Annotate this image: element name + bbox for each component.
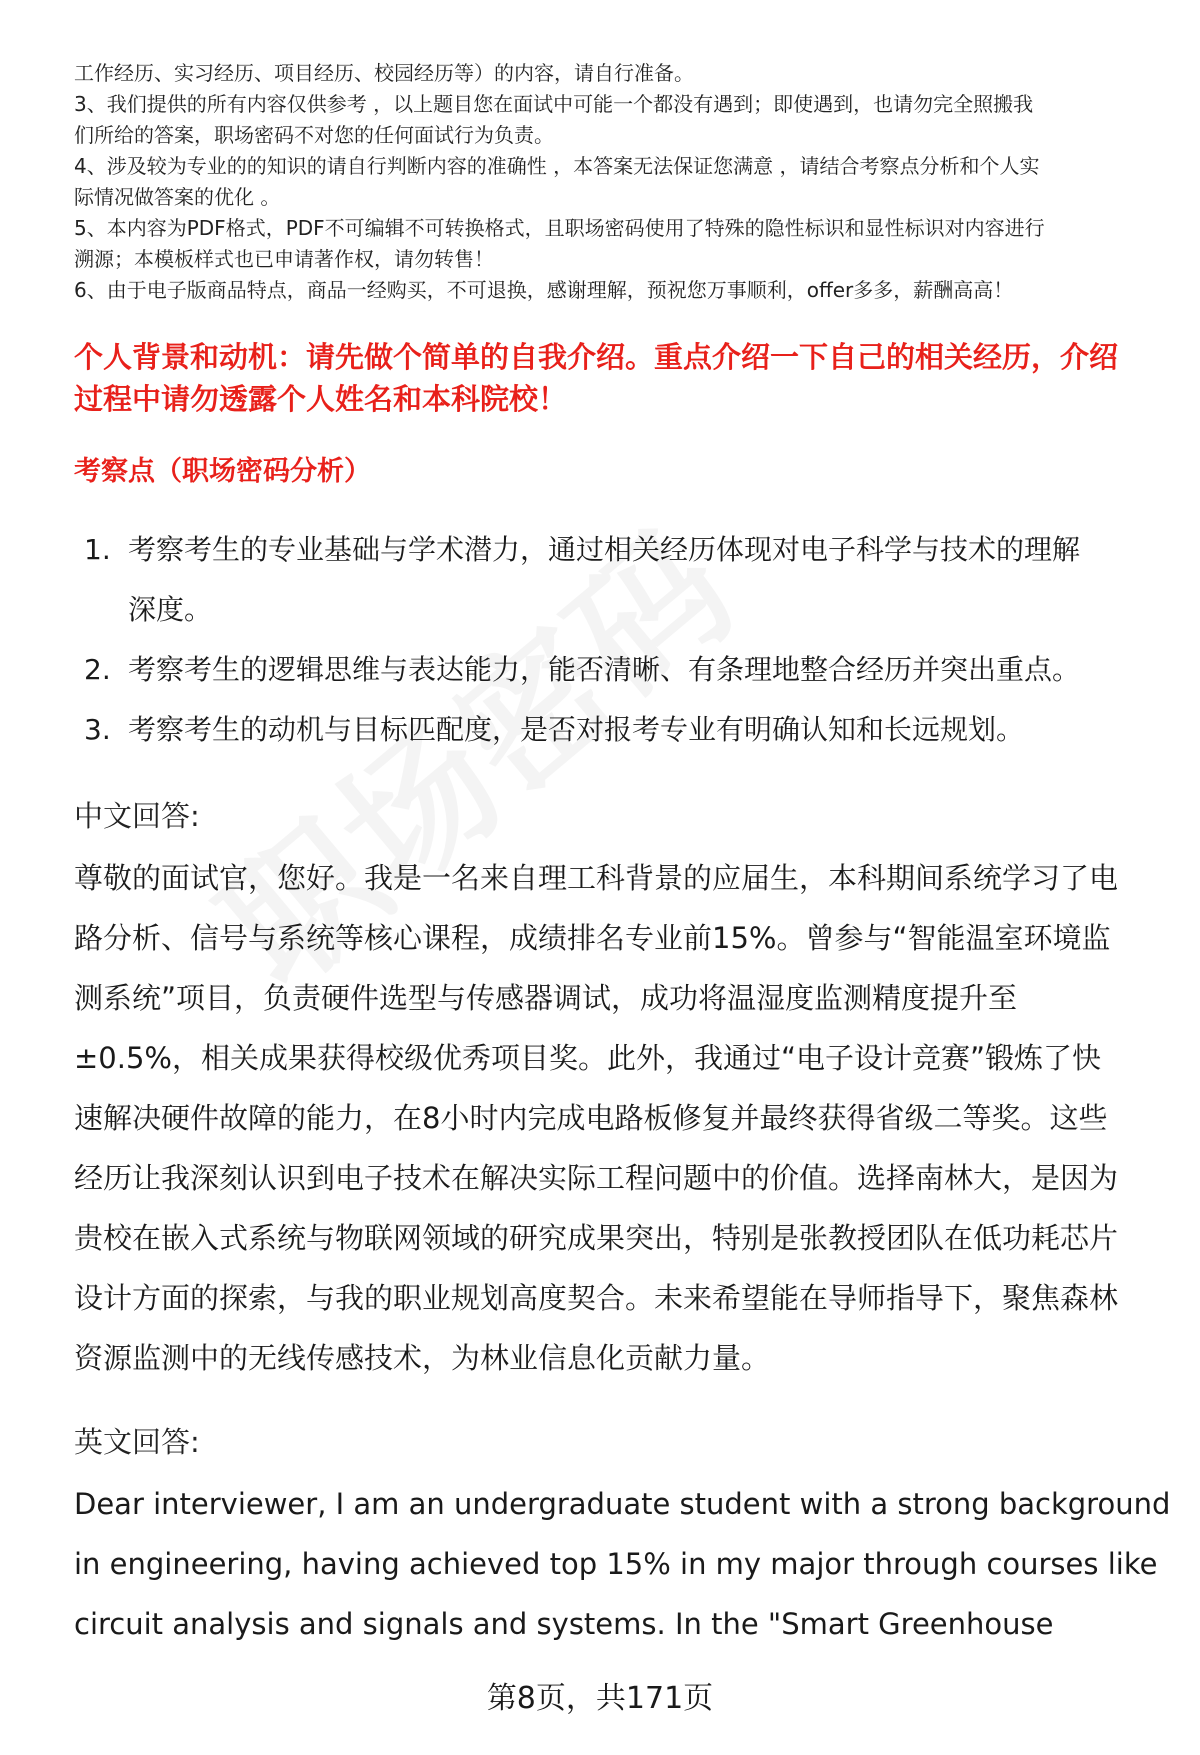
answer-line: 尊敬的面试官，您好。我是一名来自理工科背景的应届生，本科期间系统学习了电: [74, 861, 1119, 895]
question-line: 个人背景和动机：请先做个简单的自我介绍。重点介绍一下自己的相关经历，介绍: [74, 340, 1119, 374]
answer-line: 测系统”项目，负责硬件选型与传感器调试，成功将温湿度监测精度提升至: [74, 981, 1018, 1015]
point-number: 2.: [84, 653, 111, 686]
note-line: 际情况做答案的优化 。: [74, 185, 281, 209]
note-line: 工作经历、实习经历、项目经历、校园经历等）的内容，请自行准备。: [74, 61, 694, 85]
point-text: 考察考生的专业基础与学术潜力，通过相关经历体现对电子科学与技术的理解: [128, 533, 1081, 566]
analysis-point: [84, 700, 1164, 760]
note-line: 溯源；本模板样式也已申请著作权，请勿转售！: [74, 247, 494, 271]
point-number: 3.: [84, 713, 111, 746]
note-line: 6、由于电子版商品特点，商品一经购买，不可退换，感谢理解，预祝您万事顺利，offer多多，薪酬高高！: [74, 278, 1014, 302]
analysis-point-continuation: [84, 580, 1164, 640]
answer-line: 路分析、信号与系统等核心课程，成绩排名专业前15%。曾参与“智能温室环境监: [74, 921, 1111, 955]
answer-line: Dear interviewer, I am an undergraduate student with a strong background: [74, 1487, 1171, 1521]
point-text: 深度。: [128, 593, 213, 626]
point-text: 考察考生的逻辑思维与表达能力，能否清晰、有条理地整合经历并突出重点。: [128, 653, 1081, 686]
point-text: 考察考生的动机与目标匹配度，是否对报考专业有明确认知和长远规划。: [128, 713, 1025, 746]
answer-line: 设计方面的探索，与我的职业规划高度契合。未来希望能在导师指导下，聚焦森林: [74, 1281, 1119, 1315]
answer-line: circuit analysis and signals and systems. In the "Smart Greenhouse: [74, 1607, 1054, 1641]
english-answer-label: 英文回答:: [74, 1425, 200, 1459]
question-line: 过程中请勿透露个人姓名和本科院校！: [74, 382, 568, 416]
analysis-point: [84, 640, 1164, 700]
chinese-answer: [74, 848, 1164, 1388]
note-line: 4、涉及较为专业的的知识的请自行判断内容的准确性 ，本答案无法保证您满意 ，请结合考察点分析和个人实: [74, 154, 1040, 178]
chinese-answer-label: 中文回答:: [74, 799, 200, 833]
analysis-points: [84, 520, 1164, 760]
answer-line: 速解决硬件故障的能力，在8小时内完成电路板修复并最终获得省级二等奖。这些: [74, 1101, 1108, 1135]
english-answer: [74, 1474, 1171, 1654]
answer-line: 资源监测中的无线传感技术，为林业信息化贡献力量。: [74, 1341, 771, 1375]
note-line: 5、本内容为PDF格式，PDF不可编辑不可转换格式，且职场密码使用了特殊的隐性标识和显性标识对内容进行: [74, 216, 1045, 240]
answer-line: 贵校在嵌入式系统与物联网领域的研究成果突出，特别是张教授团队在低功耗芯片: [74, 1221, 1119, 1255]
answer-line: in engineering, having achieved top 15% in my major through courses like: [74, 1547, 1158, 1581]
analysis-title: 考察点（职场密码分析）: [74, 456, 371, 487]
answer-line: ±0.5%，相关成果获得校级优秀项目奖。此外，我通过“电子设计竞赛”锻炼了快: [74, 1041, 1102, 1075]
note-line: 们所给的答案，职场密码不对您的任何面试行为负责。: [74, 123, 554, 147]
answer-line: 经历让我深刻认识到电子技术在解决实际工程问题中的价值。选择南林大，是因为: [74, 1161, 1119, 1195]
analysis-point: [84, 520, 1164, 580]
question-title: [74, 336, 1154, 420]
note-line: 3、我们提供的所有内容仅供参考 ，以上题目您在面试中可能一个都没有遇到；即使遇到，也请勿完全照搬我: [74, 92, 1034, 116]
point-number: 1.: [84, 533, 111, 566]
notes-block: [74, 58, 1154, 306]
page-number: 第8页，共171页: [486, 1681, 714, 1716]
